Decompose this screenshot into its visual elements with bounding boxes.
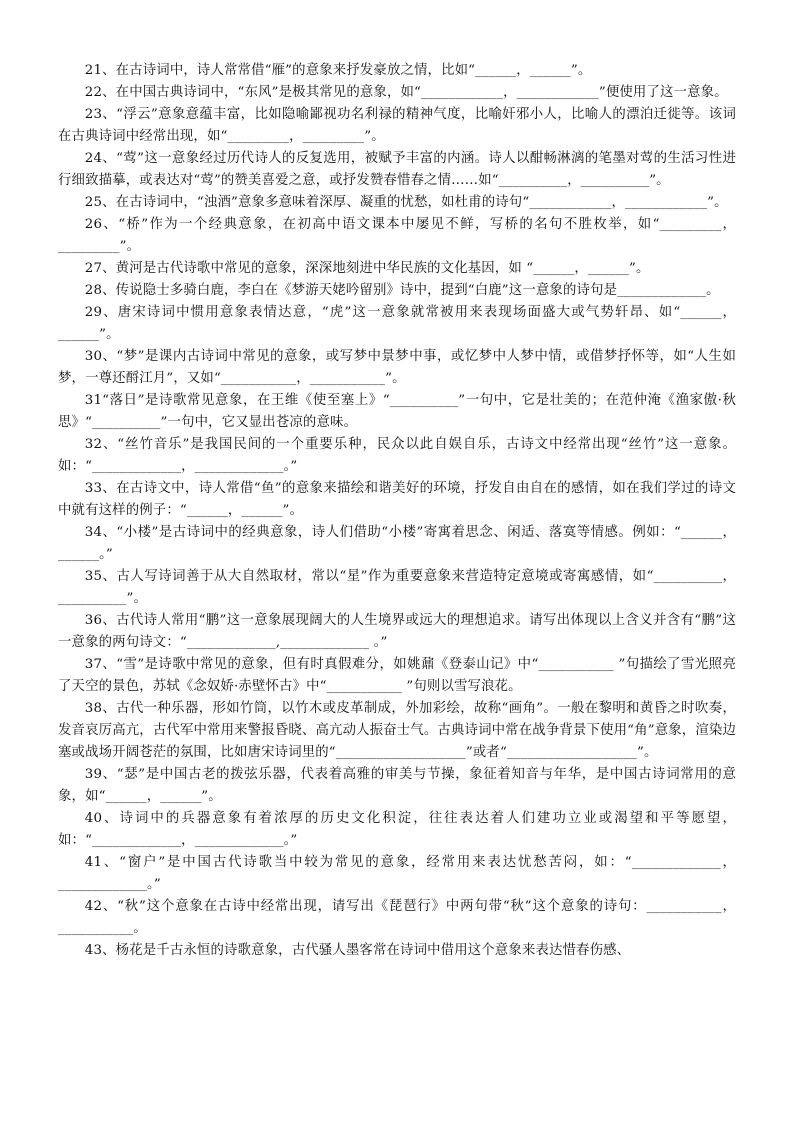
question-24: 24、“莺”这一意象经过历代诗人的反复选用，被赋予丰富的内涵。诗人以酣畅淋漓的笔墨对莺的生活习性进行细致描摹，或表达对“莺”的赞美喜爱之意，或抒发赞春惜春之情……如“__________，__________”。 (58, 151, 736, 188)
question-21: 21、在古诗词中，诗人常常借“雁”的意象来抒发豪放之情，比如“______，______”。 (84, 63, 592, 78)
question-29: 29、唐宋诗词中惯用意象表情达意，“虎”这一意象就常被用来表现场面盛大或气势轩昂、如“______，______”。 (58, 305, 736, 342)
question-32: 32、“丝竹音乐”是我国民间的一个重要乐种，民众以此自娱自乐，古诗文中经常出现“丝竹”这一意象。如：“_____________，_____________。” (58, 437, 736, 474)
question-33: 33、在古诗文中，诗人常借“鱼”的意象来描绘和谐美好的环境，抒发自由自在的感情，如在我们学过的诗文中就有这样的例子：“______，______”。 (58, 481, 736, 518)
question-39: 39、“瑟”是中国古老的拨弦乐器，代表着高雅的审美与节操，象征着知音与年华，是中国古诗词常用的意象，如“______，______”。 (58, 767, 736, 804)
question-22: 22、在中国古典诗词中，“东风”是极其常见的意象，如“____________，____________”便使用了这一意象。 (84, 85, 728, 100)
question-42: 42、“秋”这个意象在古诗中经常出现，请写出《琵琶行》中两句带“秋”这个意象的诗句：___________，___________。 (58, 899, 736, 936)
question-25: 25、在古诗词中，“浊酒”意象多意味着深厚、凝重的忧愁，如杜甫的诗句“____________，____________”。 (84, 195, 728, 210)
question-41: 41、“窗户”是中国古代诗歌当中较为常见的意象，经常用来表达忧愁苦闷，如：“_____________，_____________。” (58, 855, 736, 892)
question-27: 27、黄河是古代诗歌中常见的意象，深深地刻进中华民族的文化基因，如 “______，______”。 (84, 261, 650, 276)
question-36: 36、古代诗人常用“鹏”这一意象展现阔大的人生境界或远大的理想追求。请写出体现以上含义并含有“鹏”这一意象的两句诗文：“_____________,_____________ 。” (58, 613, 736, 650)
worksheet-page (58, 60, 736, 962)
question-35: 35、古人写诗词善于从大自然取材，常以“星”作为重要意象来营造特定意境或寄寓感情，如“__________，__________”。 (58, 569, 736, 606)
question-26: 26、“桥”作为一个经典意象，在初高中语文课本中屡见不鲜，写桥的名句不胜枚举，如“_________，_________”。 (58, 217, 736, 254)
question-37: 37、“雪”是诗歌中常见的意象，但有时真假难分，如姚鼐《登泰山记》中“___________ ”句描绘了雪光照亮了天空的景色，苏轼《念奴娇·赤壁怀古》中“___________ ”句则以雪写浪花。 (58, 657, 736, 694)
question-34: 34、“小楼”是古诗词中的经典意象，诗人们借助“小楼”寄寓着思念、闲适、落寞等情感。例如：“______，______。” (58, 525, 736, 562)
question-23: 23、“浮云”意象意蕴丰富，比如隐喻鄙视功名利禄的精神气度，比喻奸邪小人，比喻人的漂泊迁徙等。该词在古典诗词中经常出现，如“_________，_________”。 (58, 107, 736, 144)
question-43: 43、杨花是千古永恒的诗歌意象，古代骚人墨客常在诗词中借用这个意象来表达惜春伤感、 (84, 943, 631, 958)
question-30: 30、“梦”是课内古诗词中常见的意象，或写梦中景梦中事，或忆梦中人梦中情，或借梦抒怀等，如“人生如梦，一尊还酹江月”，又如“___________，___________”。 (58, 349, 736, 386)
question-28: 28、传说隐士多骑白鹿，李白在《梦游天姥吟留别》诗中，提到“白鹿”这一意象的诗句是_____________。 (84, 283, 720, 298)
question-31: 31“落日”是诗歌常见意象，在王维《使至塞上》“__________”一句中，它是壮美的；在范仲淹《渔家傲·秋思》“__________”一句中，它又显出苍凉的意味。 (58, 393, 736, 430)
question-40: 40、诗词中的兵器意象有着浓厚的历史文化积淀，往往表达着人们建功立业或渴望和平等愿望，如：“_____________，_____________。” (58, 811, 736, 848)
question-38: 38、古代一种乐器，形如竹筒，以竹木或皮革制成，外加彩绘，故称“画角”。一般在黎明和黄昏之时吹奏，发音哀厉高亢，古代军中常用来警报昏晓、高亢动人振奋士气。古典诗词中常在战争背景下使用“角”意象，渲染边塞或战场开阔苍茫的氛围，比如唐宋诗词里的“___________________”或者“___________________”。 (58, 701, 736, 760)
